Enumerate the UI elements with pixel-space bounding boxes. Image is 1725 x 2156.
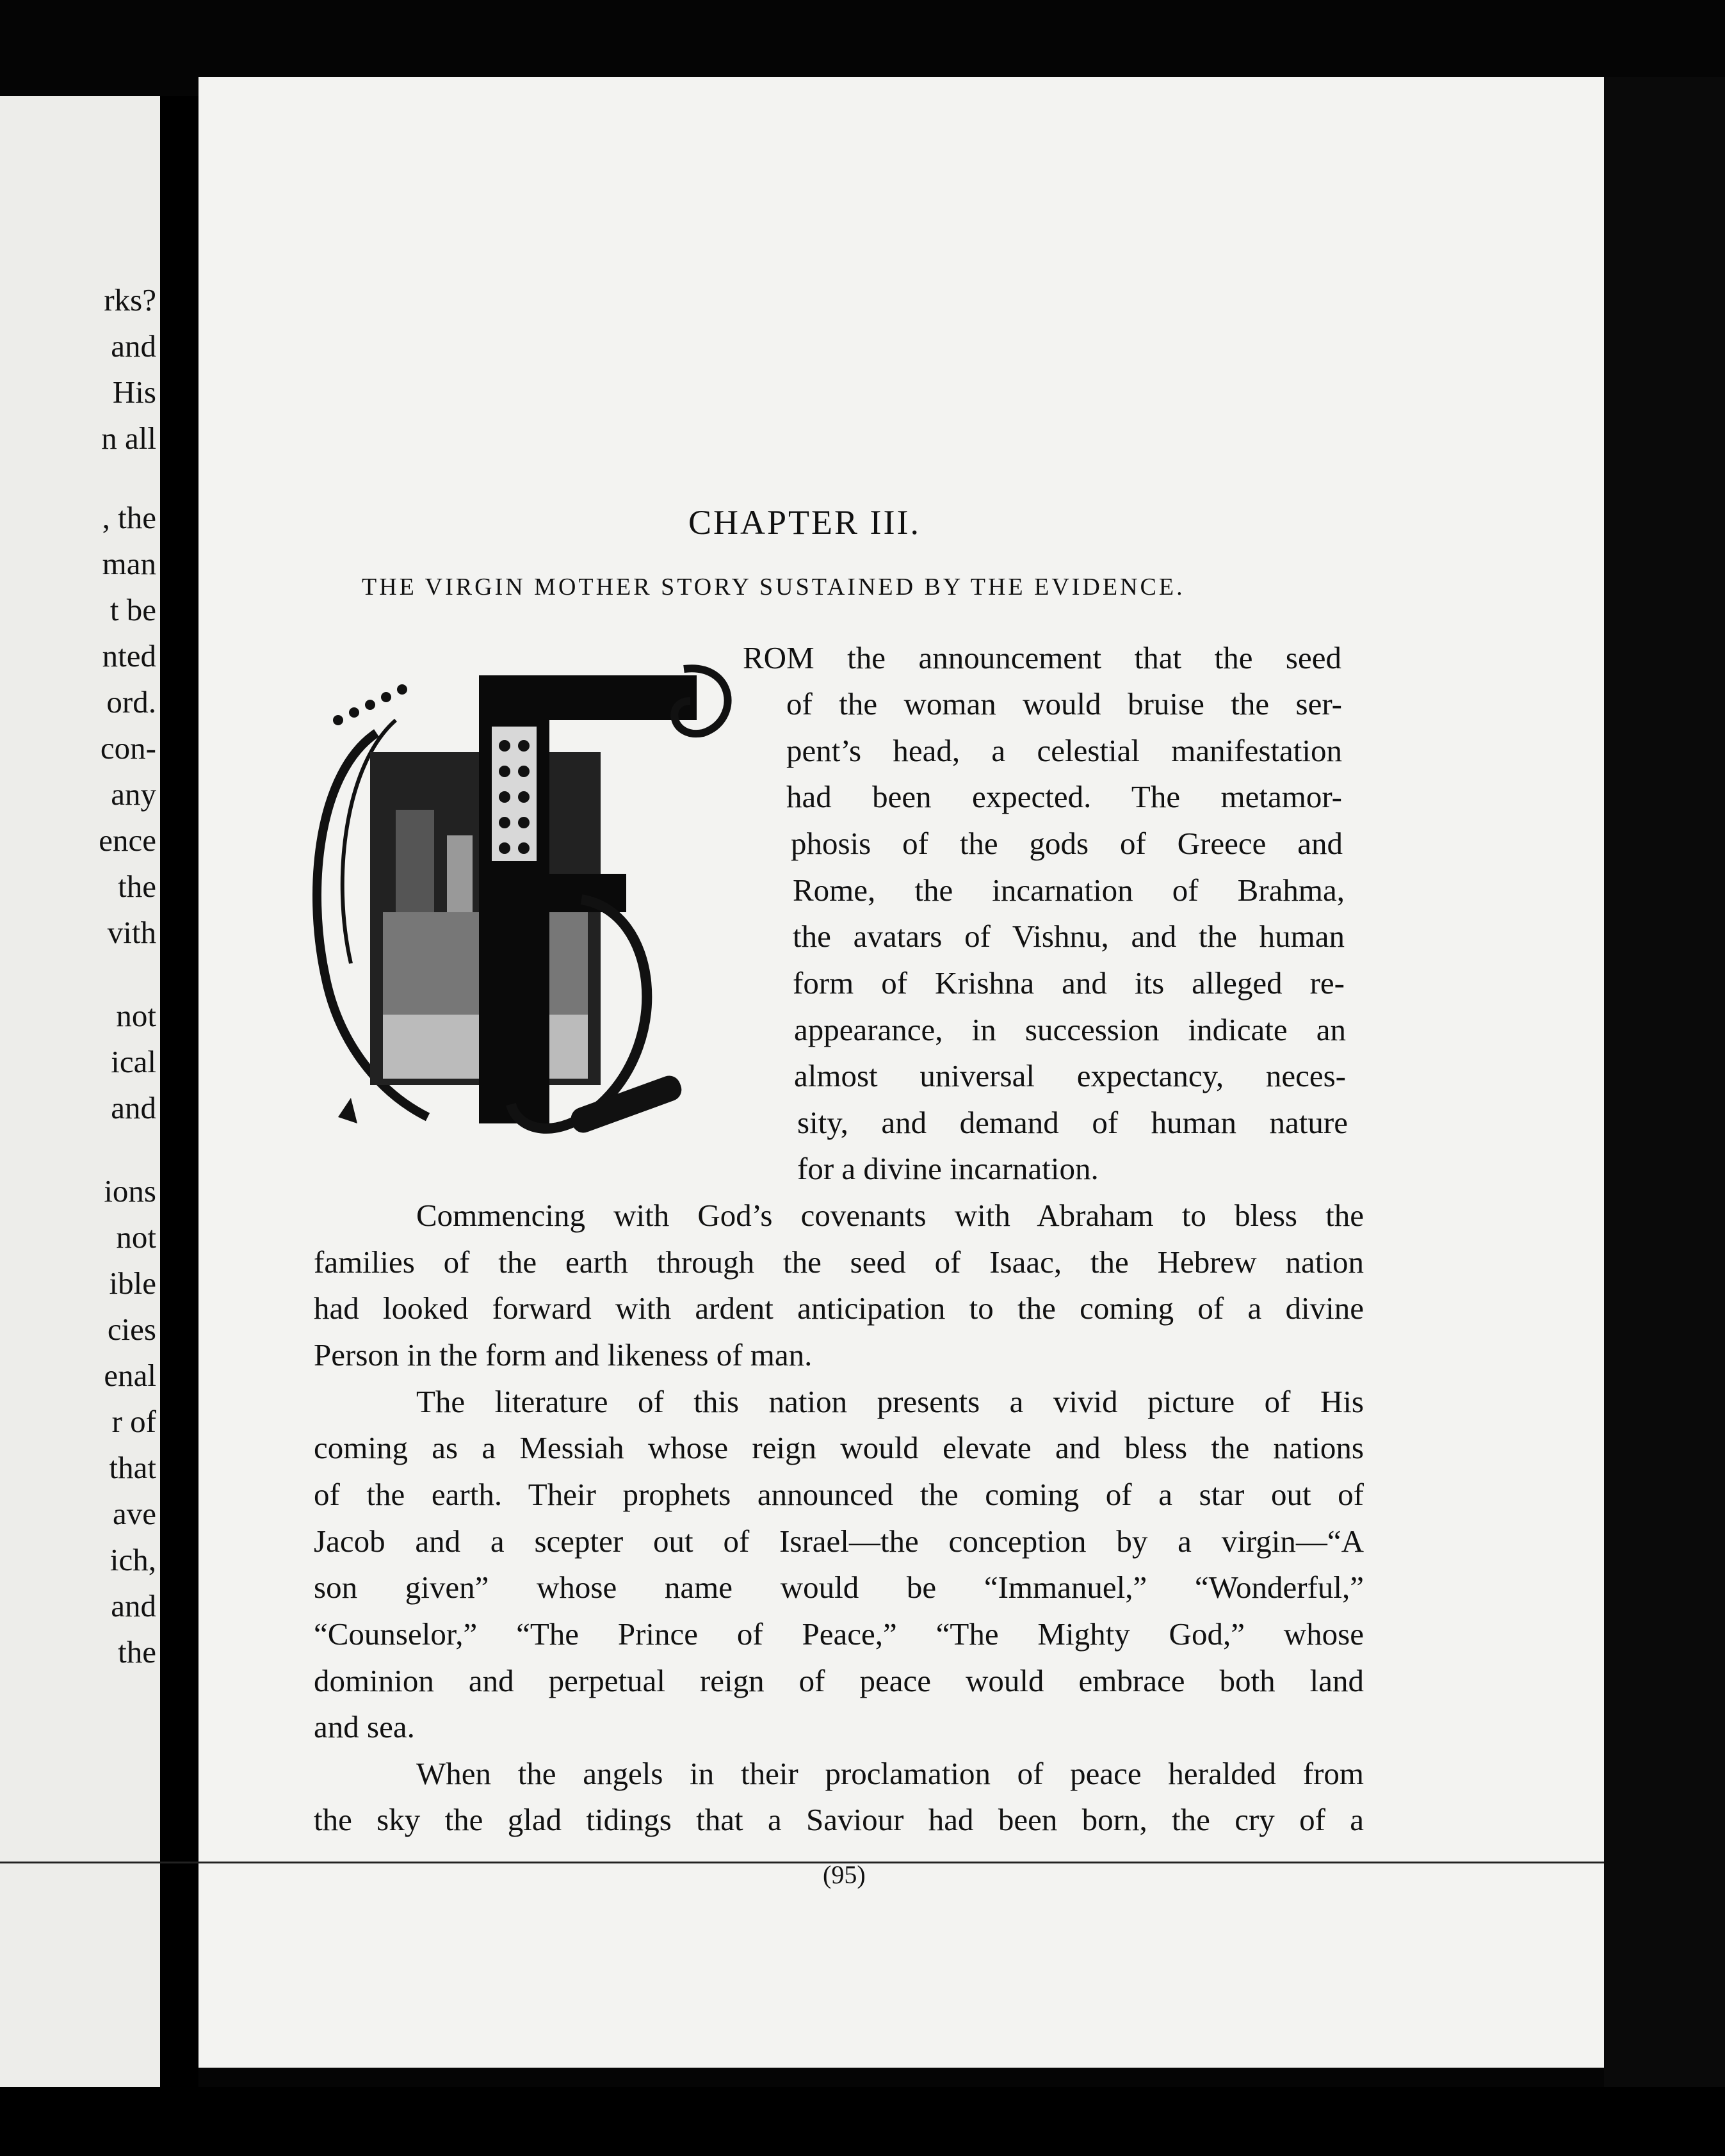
body-text-line: the sky the glad tidings that a Saviour had been born, the cry of a: [314, 1802, 1364, 1837]
previous-page-text-fragment: ich,: [109, 1542, 156, 1577]
scan-border: [0, 2087, 1725, 2156]
previous-page-text-fragment: t be: [109, 592, 156, 627]
previous-page-text-fragment: and: [111, 1588, 156, 1623]
footer-rule: [0, 1862, 1604, 1863]
dropcap-text-line: sity, and demand of human nature: [797, 1105, 1348, 1140]
previous-page-text-fragment: cies: [107, 1312, 156, 1347]
previous-page-text-fragment: that: [109, 1450, 156, 1485]
body-text-line: had looked forward with ardent anticipation to the coming of a divine: [314, 1291, 1364, 1326]
previous-page-text-fragment: His: [112, 374, 156, 410]
body-text-line: Commencing with God’s covenants with Abraham to bless the: [416, 1198, 1364, 1233]
previous-page-text-fragment: not: [116, 998, 156, 1033]
previous-page-text-fragment: r of: [111, 1404, 156, 1439]
dropcap-text-line: Rome, the incarnation of Brahma,: [793, 873, 1345, 908]
body-text-line: families of the earth through the seed of Isaac, the Hebrew nation: [314, 1244, 1364, 1280]
previous-page-text-fragment: ical: [111, 1044, 156, 1079]
book-gutter: [160, 96, 198, 2087]
dropcap-text-line: for a divine incarnation.: [797, 1151, 1099, 1186]
previous-page-text-fragment: and: [111, 1090, 156, 1125]
body-text-line: of the earth. Their prophets announced the coming of a star out of: [314, 1477, 1364, 1512]
previous-page-text-fragment: not: [116, 1219, 156, 1255]
previous-page-text-fragment: ence: [99, 823, 156, 858]
dropcap-text-line: form of Krishna and its alleged re-: [793, 965, 1345, 1001]
previous-page-text-fragment: ions: [104, 1173, 156, 1209]
body-text-line: dominion and perpetual reign of peace would embrace both land: [314, 1663, 1364, 1698]
dropcap-text-line: ROM the announcement that the seed: [743, 640, 1341, 675]
previous-page-text-fragment: con-: [100, 730, 156, 766]
dropcap-text-line: appearance, in succession indicate an: [794, 1012, 1346, 1047]
previous-page-text-fragment: any: [111, 776, 156, 812]
dropcap-text-line: had been expected. The metamor-: [786, 779, 1342, 814]
body-text-line: “Counselor,” “The Prince of Peace,” “The Mighty God,” whose: [314, 1616, 1364, 1652]
body-text-line: Person in the form and likeness of man.: [314, 1337, 813, 1372]
previous-page-text-fragment: nted: [102, 638, 156, 673]
body-text-line: and sea.: [314, 1709, 415, 1744]
dropcap-text-line: almost universal expectancy, neces-: [794, 1058, 1346, 1093]
previous-page-text-fragment: vith: [107, 915, 156, 950]
dropcap-text-line: pent’s head, a celestial manifestation: [786, 733, 1342, 768]
previous-page-text-fragment: rks?: [104, 282, 156, 318]
page-number: (95): [823, 1860, 866, 1889]
previous-page-fragment: [0, 96, 160, 2087]
page-edge: [1604, 77, 1725, 2156]
dropcap-text-line: phosis of the gods of Greece and: [791, 826, 1343, 861]
dropcap-text-line: of the woman would bruise the ser-: [786, 686, 1342, 721]
body-text-line: When the angels in their proclamation of peace heralded from: [416, 1756, 1364, 1791]
dropcap-text-line: the avatars of Vishnu, and the human: [793, 919, 1345, 954]
previous-page-text-fragment: the: [118, 869, 156, 904]
chapter-heading: CHAPTER III.: [688, 503, 921, 542]
body-text-line: The literature of this nation presents a vivid picture of His: [416, 1384, 1364, 1419]
previous-page-text-fragment: ave: [113, 1496, 156, 1531]
previous-page-text-fragment: man: [102, 546, 156, 581]
previous-page-text-fragment: enal: [104, 1358, 156, 1393]
body-text-line: coming as a Messiah whose reign would elevate and bless the nations: [314, 1430, 1364, 1465]
body-text-line: son given” whose name would be “Immanuel,” “Wonderful,”: [314, 1570, 1364, 1605]
previous-page-text-fragment: ible: [109, 1266, 156, 1301]
previous-page-text-fragment: the: [118, 1634, 156, 1669]
previous-page-text-fragment: , the: [102, 500, 156, 535]
previous-page-text-fragment: n all: [101, 421, 156, 456]
previous-page-text-fragment: and: [111, 328, 156, 364]
previous-page-text-fragment: ord.: [106, 684, 156, 720]
illuminated-dropcap-image: [300, 643, 741, 1181]
chapter-subtitle: THE VIRGIN MOTHER STORY SUSTAINED BY THE EVIDENCE.: [362, 574, 1185, 600]
body-text-line: Jacob and a scepter out of Israel—the conception by a virgin—“A: [314, 1524, 1364, 1559]
